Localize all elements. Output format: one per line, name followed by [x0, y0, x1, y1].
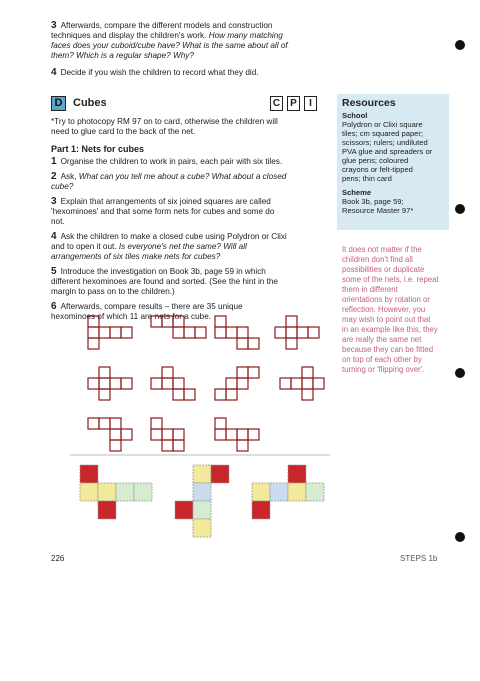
- tile-square: [134, 483, 152, 501]
- net-square: [162, 429, 173, 440]
- net-square: [173, 316, 184, 327]
- net-square: [237, 338, 248, 349]
- tag-p: P: [287, 96, 300, 111]
- net-square: [110, 440, 121, 451]
- net-square: [99, 389, 110, 400]
- step-4-line-2: and to open it out. Is everyone's net the same? Will all: [51, 242, 247, 251]
- tile-square: [98, 501, 116, 519]
- net-square: [162, 316, 173, 327]
- item-3-line-2: techniques and display the children's work. How many matching: [51, 31, 283, 40]
- net-square: [162, 367, 173, 378]
- net-square: [280, 378, 291, 389]
- net-square: [195, 327, 206, 338]
- page-number: 226: [51, 554, 65, 563]
- item-4: 4 Decide if you wish the children to record what they did.: [51, 67, 259, 78]
- net-square: [99, 378, 110, 389]
- net-square: [173, 378, 184, 389]
- step-5-line-2: different hexominoes are found and sorted. (See the hint in the: [51, 277, 278, 286]
- tile-square: [98, 483, 116, 501]
- tile-square: [288, 465, 306, 483]
- part-heading: Part 1: Nets for cubes: [51, 144, 145, 154]
- net-square: [88, 378, 99, 389]
- net-square: [291, 378, 302, 389]
- net-square: [151, 429, 162, 440]
- step-5: 5 Introduce the investigation on Book 3b, page 59 in which: [51, 266, 266, 277]
- net-square: [110, 418, 121, 429]
- net-square: [110, 378, 121, 389]
- net-square: [99, 327, 110, 338]
- net-square: [151, 418, 162, 429]
- item-3-line-3: faces does your cuboid/cube have? What is the same about all of: [51, 41, 288, 50]
- net-square: [184, 389, 195, 400]
- school-label: School: [342, 111, 368, 120]
- net-square: [308, 327, 319, 338]
- scheme-line: Resource Master 97*: [342, 206, 414, 215]
- tile-square: [80, 465, 98, 483]
- tile-square: [193, 519, 211, 537]
- net-square: [121, 429, 132, 440]
- net-square: [162, 378, 173, 389]
- net-square: [88, 316, 99, 327]
- step-4: 4 Ask the children to make a closed cube using Polydron or Clixi: [51, 231, 287, 242]
- step-4-line-3: arrangements of six tiles make nets for cubes?: [51, 252, 221, 261]
- school-line: scissors; rulers; undiluted: [342, 138, 428, 147]
- net-square: [121, 378, 132, 389]
- tile-square: [80, 483, 98, 501]
- net-square: [286, 316, 297, 327]
- net-square: [226, 389, 237, 400]
- net-square: [215, 389, 226, 400]
- net-square: [162, 440, 173, 451]
- net-square: [88, 327, 99, 338]
- net-square: [110, 429, 121, 440]
- net-square: [302, 389, 313, 400]
- scheme-label: Scheme: [342, 188, 372, 197]
- section-title: Cubes: [73, 97, 107, 109]
- net-square: [173, 327, 184, 338]
- net-square: [275, 327, 286, 338]
- tile-square: [193, 501, 211, 519]
- net-square: [215, 418, 226, 429]
- net-square: [151, 316, 162, 327]
- school-line: glue pens; coloured: [342, 156, 409, 165]
- step-1: 1 Organise the children to work in pairs, each pair with six tiles.: [51, 156, 283, 167]
- item-3-line-4: them? Which is a regular shape? Why?: [51, 51, 194, 60]
- margin-note: It does not matter if the children don't find all possibilities or duplicate some of the nets, i.e. repeat them in different orientations by rotation or reflection. However, you may wish to point out that in an example like this, they are really the same net because they can be fitted on top of each other by turning or 'flipping over'.: [342, 245, 439, 374]
- net-square: [99, 367, 110, 378]
- net-square: [237, 327, 248, 338]
- tile-square: [193, 465, 211, 483]
- net-square: [121, 327, 132, 338]
- net-square: [237, 367, 248, 378]
- net-square: [88, 418, 99, 429]
- net-square: [286, 327, 297, 338]
- step-2: 2 Ask, What can you tell me about a cube? What about a closed: [51, 171, 287, 182]
- step-6-line-2: hexominoes of which 11 are nets for a cube.: [51, 312, 212, 321]
- net-square: [110, 327, 121, 338]
- net-square: [184, 327, 195, 338]
- step-2-line-2: cube?: [51, 182, 74, 191]
- net-square: [302, 378, 313, 389]
- step-3: 3 Explain that arrangements of six joined squares are called: [51, 196, 271, 207]
- tile-square: [252, 501, 270, 519]
- tile-square: [306, 483, 324, 501]
- step-5-line-3: margin to pass on to the children.): [51, 287, 175, 296]
- net-square: [248, 338, 259, 349]
- tile-square: [175, 501, 193, 519]
- tag-c: C: [270, 96, 283, 111]
- step-3-line-3: not.: [51, 217, 65, 226]
- tile-square: [116, 483, 134, 501]
- net-square: [297, 327, 308, 338]
- net-square: [313, 378, 324, 389]
- book-label: STEPS 1b: [400, 554, 438, 563]
- tile-square: [270, 483, 288, 501]
- net-square: [99, 418, 110, 429]
- net-square: [237, 429, 248, 440]
- item-3: 3 Afterwards, compare the different models and construction: [51, 20, 273, 31]
- tile-square: [288, 483, 306, 501]
- net-square: [173, 440, 184, 451]
- school-line: Polydron or Clixi square: [342, 120, 423, 129]
- net-square: [237, 378, 248, 389]
- net-square: [215, 429, 226, 440]
- net-square: [173, 389, 184, 400]
- scheme-line: Book 3b, page 59;: [342, 197, 404, 206]
- resources-heading: Resources: [342, 97, 396, 109]
- tile-square: [252, 483, 270, 501]
- school-line: tiles; cm squared paper;: [342, 129, 424, 138]
- school-line: crayons or felt-tipped: [342, 165, 413, 174]
- net-square: [248, 367, 259, 378]
- net-square: [248, 429, 259, 440]
- net-square: [226, 378, 237, 389]
- net-square: [226, 429, 237, 440]
- net-square: [173, 429, 184, 440]
- section-letter-badge: D: [51, 96, 66, 111]
- tile-square: [211, 465, 229, 483]
- net-square: [286, 338, 297, 349]
- net-square: [88, 338, 99, 349]
- card-note: *Try to photocopy RM 97 on to card, otherwise the children will: [51, 117, 278, 126]
- net-square: [226, 327, 237, 338]
- school-line: PVA glue and spreaders or: [342, 147, 433, 156]
- net-square: [151, 378, 162, 389]
- step-6: 6 Afterwards, compare results – there are 35 unique: [51, 301, 243, 312]
- school-line: pens; thin card: [342, 174, 392, 183]
- net-square: [215, 316, 226, 327]
- tile-square: [193, 483, 211, 501]
- card-note-2: need to glue card to the back of the net.: [51, 127, 196, 136]
- net-square: [302, 367, 313, 378]
- step-3-line-2: 'hexominoes' and that some form nets for cubes and some do: [51, 207, 275, 216]
- tag-i: I: [304, 96, 317, 111]
- net-square: [215, 327, 226, 338]
- net-square: [237, 440, 248, 451]
